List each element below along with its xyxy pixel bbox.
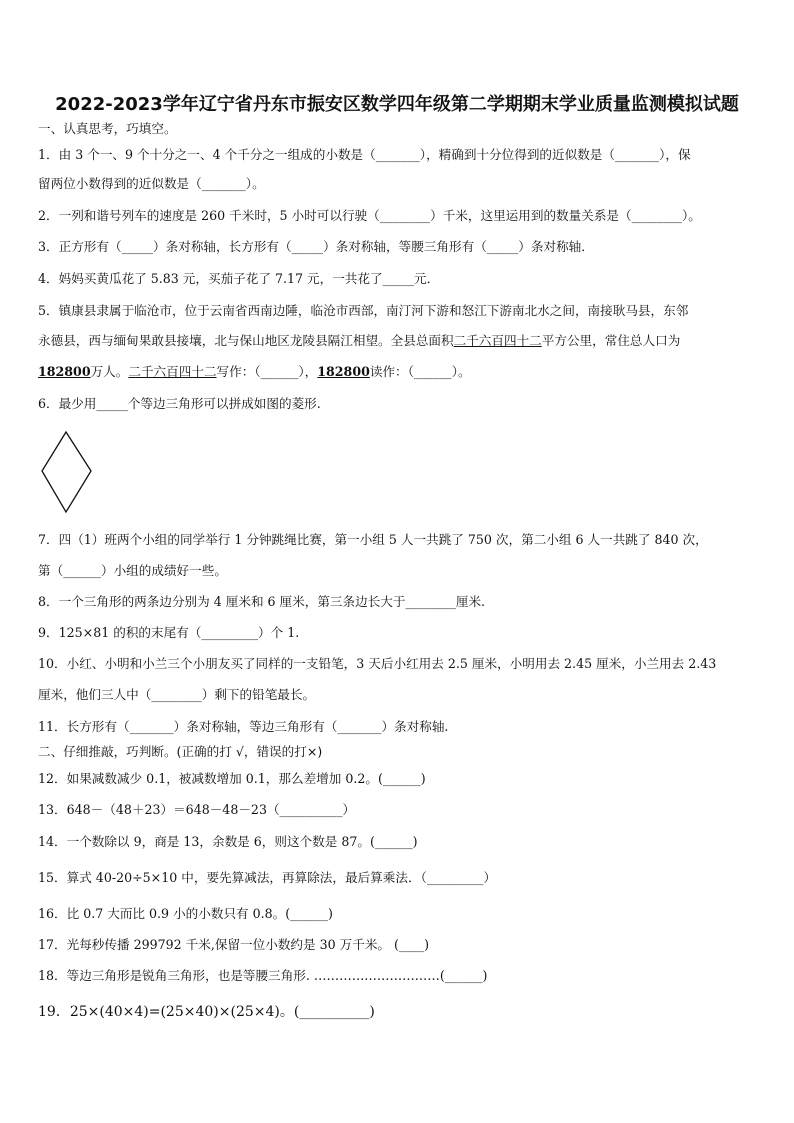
question-19: 19．25×(40×4)=(25×40)×(25×4)。(__________) bbox=[38, 1004, 375, 1020]
question-1-line-2: 留两位小数得到的近似数是（_______）。 bbox=[38, 176, 265, 191]
question-14: 14．一个数除以 9，商是 13，余数是 6，则这个数是 87。(______) bbox=[38, 834, 418, 849]
question-7-line-1: 7．四（1）班两个小组的同学举行 1 分钟跳绳比赛，第一小组 5 人一共跳了 750 次，第二小组 6 人一共跳了 840 次， bbox=[38, 532, 708, 547]
question-11: 11．长方形有（_______）条对称轴，等边三角形有（_______）条对称轴. bbox=[38, 719, 449, 734]
question-5-line-2 bbox=[38, 333, 680, 349]
question-15: 15．算式 40-20÷5×10 中，要先算减法，再算除法，最后算乘法．（_________） bbox=[38, 870, 497, 885]
q5-text-d: 写作：（______）， bbox=[216, 364, 318, 379]
rhombus-figure bbox=[40, 430, 94, 514]
question-4: 4．妈妈买黄瓜花了 5.83 元，买茄子花了 7.17 元，一共花了_____元． bbox=[38, 271, 440, 286]
question-16: 16．比 0.7 大而比 0.9 小的小数只有 0.8。(______) bbox=[38, 906, 333, 921]
section-heading-fill-blank: 一、认真思考，巧填空。 bbox=[38, 121, 177, 136]
section-heading-true-false: 二、仔细推敲，巧判断。(正确的打 √，错误的打×) bbox=[38, 744, 323, 759]
q5-population-underlined: 182800 bbox=[38, 364, 91, 379]
question-17: 17．光每秒传播 299792 千米,保留一位小数约是 30 万千米。 (____) bbox=[38, 937, 430, 952]
q5-population-underlined-2: 182800 bbox=[317, 364, 370, 379]
question-13: 13．648－（48＋23）＝648－48－23（__________） bbox=[38, 802, 356, 817]
question-3: 3．正方形有（_____）条对称轴，长方形有（_____）条对称轴，等腰三角形有（_____）条对称轴． bbox=[38, 239, 594, 254]
question-9: 9．125×81 的积的末尾有（_________）个 1. bbox=[38, 625, 300, 640]
question-12: 12．如果减数减少 0.1，被减数增加 0.1，那么差增加 0.2。(______) bbox=[38, 771, 426, 786]
question-5-line-3 bbox=[38, 364, 471, 380]
question-7-line-2: 第（______）小组的成绩好一些。 bbox=[38, 563, 227, 578]
question-6: 6．最少用_____个等边三角形可以拼成如图的菱形. bbox=[38, 396, 321, 411]
question-18: 18．等边三角形是锐角三角形，也是等腰三角形. …………………………(______) bbox=[38, 968, 488, 983]
q5-area-underlined: 二千六百四十二 bbox=[453, 333, 542, 348]
q5-text-c: 万人。 bbox=[90, 364, 129, 379]
q5-text-e: 读作：（______）。 bbox=[369, 364, 471, 379]
question-10-line-1: 10．小红、小明和小兰三个小朋友买了同样的一支铅笔，3 天后小红用去 2.5 厘米，小明用去 2.45 厘米，小兰用去 2.43 bbox=[38, 656, 717, 671]
q5-area-underlined-2: 二千六百四十二 bbox=[128, 364, 217, 379]
page-title: 2022-2023学年辽宁省丹东市振安区数学四年级第二学期期末学业质量监测模拟试题 bbox=[55, 94, 739, 115]
question-8: 8．一个三角形的两条边分别为 4 厘米和 6 厘米，第三条边长大于________厘米. bbox=[38, 594, 486, 609]
q5-text-b: 平方公里，常住总人口为 bbox=[541, 333, 681, 348]
q5-text-a: 永德县，西与缅甸果敢县接壤，北与保山地区龙陵县隔江相望。全县总面积 bbox=[38, 333, 454, 348]
question-5-line-1: 5．镇康县隶属于临沧市，位于云南省西南边陲，临沧市西部，南汀河下游和怒江下游南北水之间，南接耿马县，东邻 bbox=[38, 303, 689, 318]
question-1-line-1: 1．由 3 个一、9 个十分之一、4 个千分之一组成的小数是（_______），精确到十分位得到的近似数是（_______），保 bbox=[38, 147, 691, 162]
question-10-line-2: 厘米，他们三人中（________）剩下的铅笔最长。 bbox=[38, 687, 316, 702]
question-2: 2．一列和谐号列车的速度是 260 千米时，5 小时可以行驶（________）千米，这里运用到的数量关系是（________）。 bbox=[38, 208, 701, 223]
